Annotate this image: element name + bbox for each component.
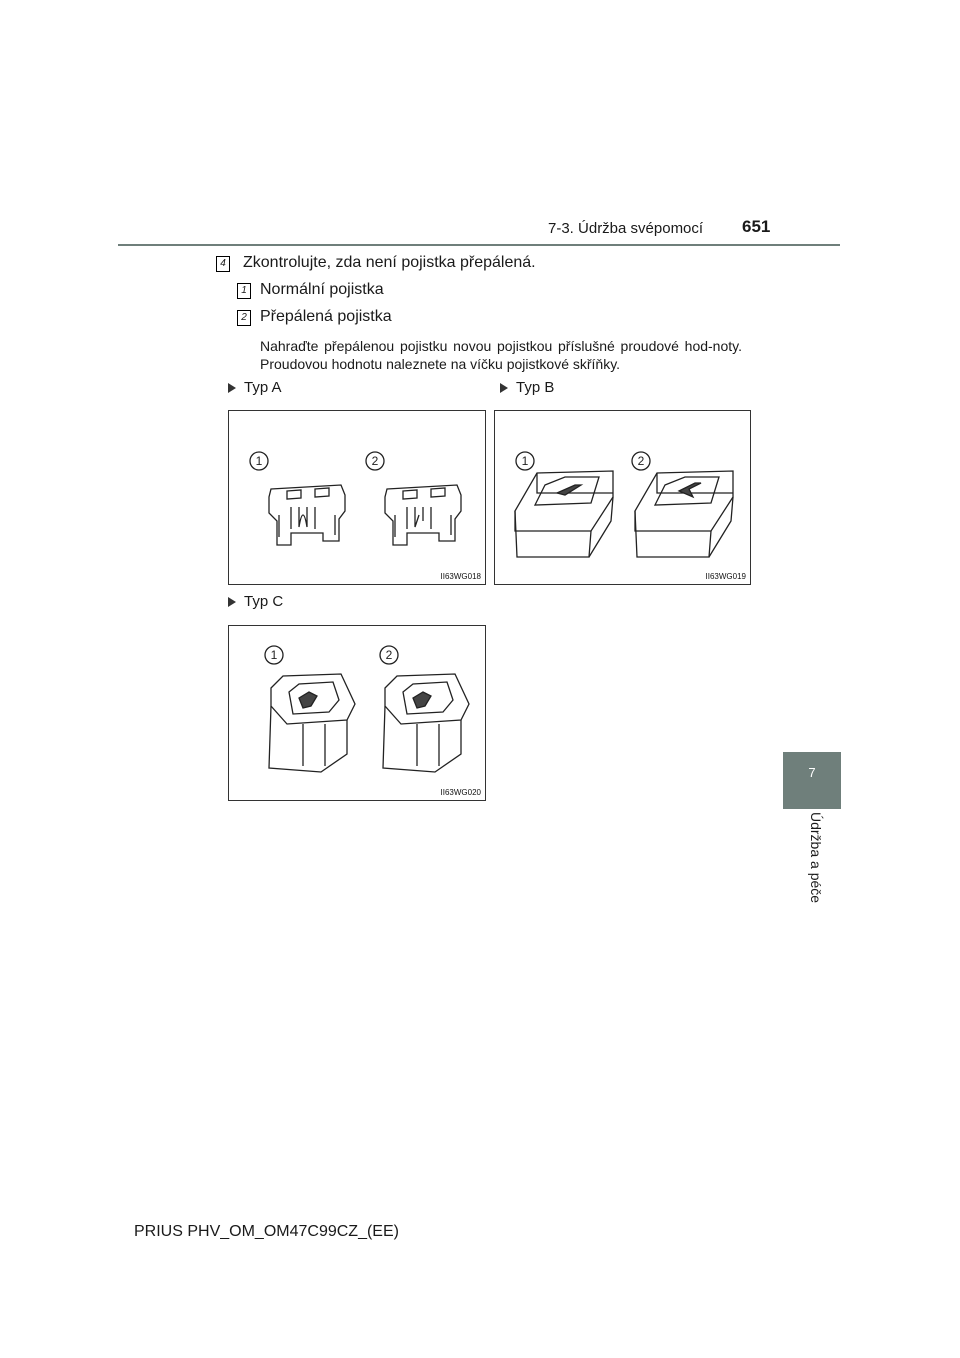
figure-code: II63WG019: [705, 572, 746, 581]
document-id: PRIUS PHV_OM_OM47C99CZ_(EE): [134, 1223, 399, 1240]
type-a-label: Typ A: [228, 379, 282, 396]
fuse-type-c-illustration: [229, 626, 485, 800]
type-c-label: Typ C: [228, 593, 283, 610]
figure-type-a: [228, 410, 486, 585]
triangle-bullet-icon: [228, 597, 236, 607]
item-text: Přepálená pojistka: [260, 308, 392, 325]
callout-2: 2: [371, 454, 379, 468]
item-text: Normální pojistka: [260, 281, 384, 298]
description-text: Nahraďte přepálenou pojistku novou pojistkou příslušné proudové hod-noty. Proudovou hodnotu naleznete na víčku pojistkové skříňky.: [260, 338, 742, 372]
item-number-box: 1: [237, 283, 251, 299]
figure-code: II63WG018: [440, 572, 481, 581]
chapter-number: 7: [808, 765, 816, 780]
callout-1: 1: [255, 454, 263, 468]
triangle-bullet-icon: [500, 383, 508, 393]
fuse-type-b-illustration: [495, 411, 750, 584]
page-number: 651: [742, 217, 771, 236]
section-title: 7-3. Údržba svépomocí: [548, 220, 704, 237]
type-b-label: Typ B: [500, 379, 554, 396]
callout-2: 2: [637, 454, 645, 468]
callout-2: 2: [385, 648, 393, 662]
fuse-type-a-illustration: [229, 411, 485, 584]
figure-code: II63WG020: [440, 788, 481, 797]
figure-type-c: [228, 625, 486, 801]
callout-1: 1: [270, 648, 278, 662]
header-rule: [118, 244, 840, 246]
step-text: Zkontrolujte, zda není pojistka přepálená.: [243, 254, 536, 271]
callout-1: 1: [521, 454, 529, 468]
figure-type-b: [494, 410, 751, 585]
chapter-side-label: [808, 812, 828, 952]
chapter-tab: [783, 752, 841, 809]
triangle-bullet-icon: [228, 383, 236, 393]
step-number-box: 4: [216, 256, 230, 272]
chapter-label: Údržba a péče: [808, 812, 824, 904]
item-number-box: 2: [237, 310, 251, 326]
